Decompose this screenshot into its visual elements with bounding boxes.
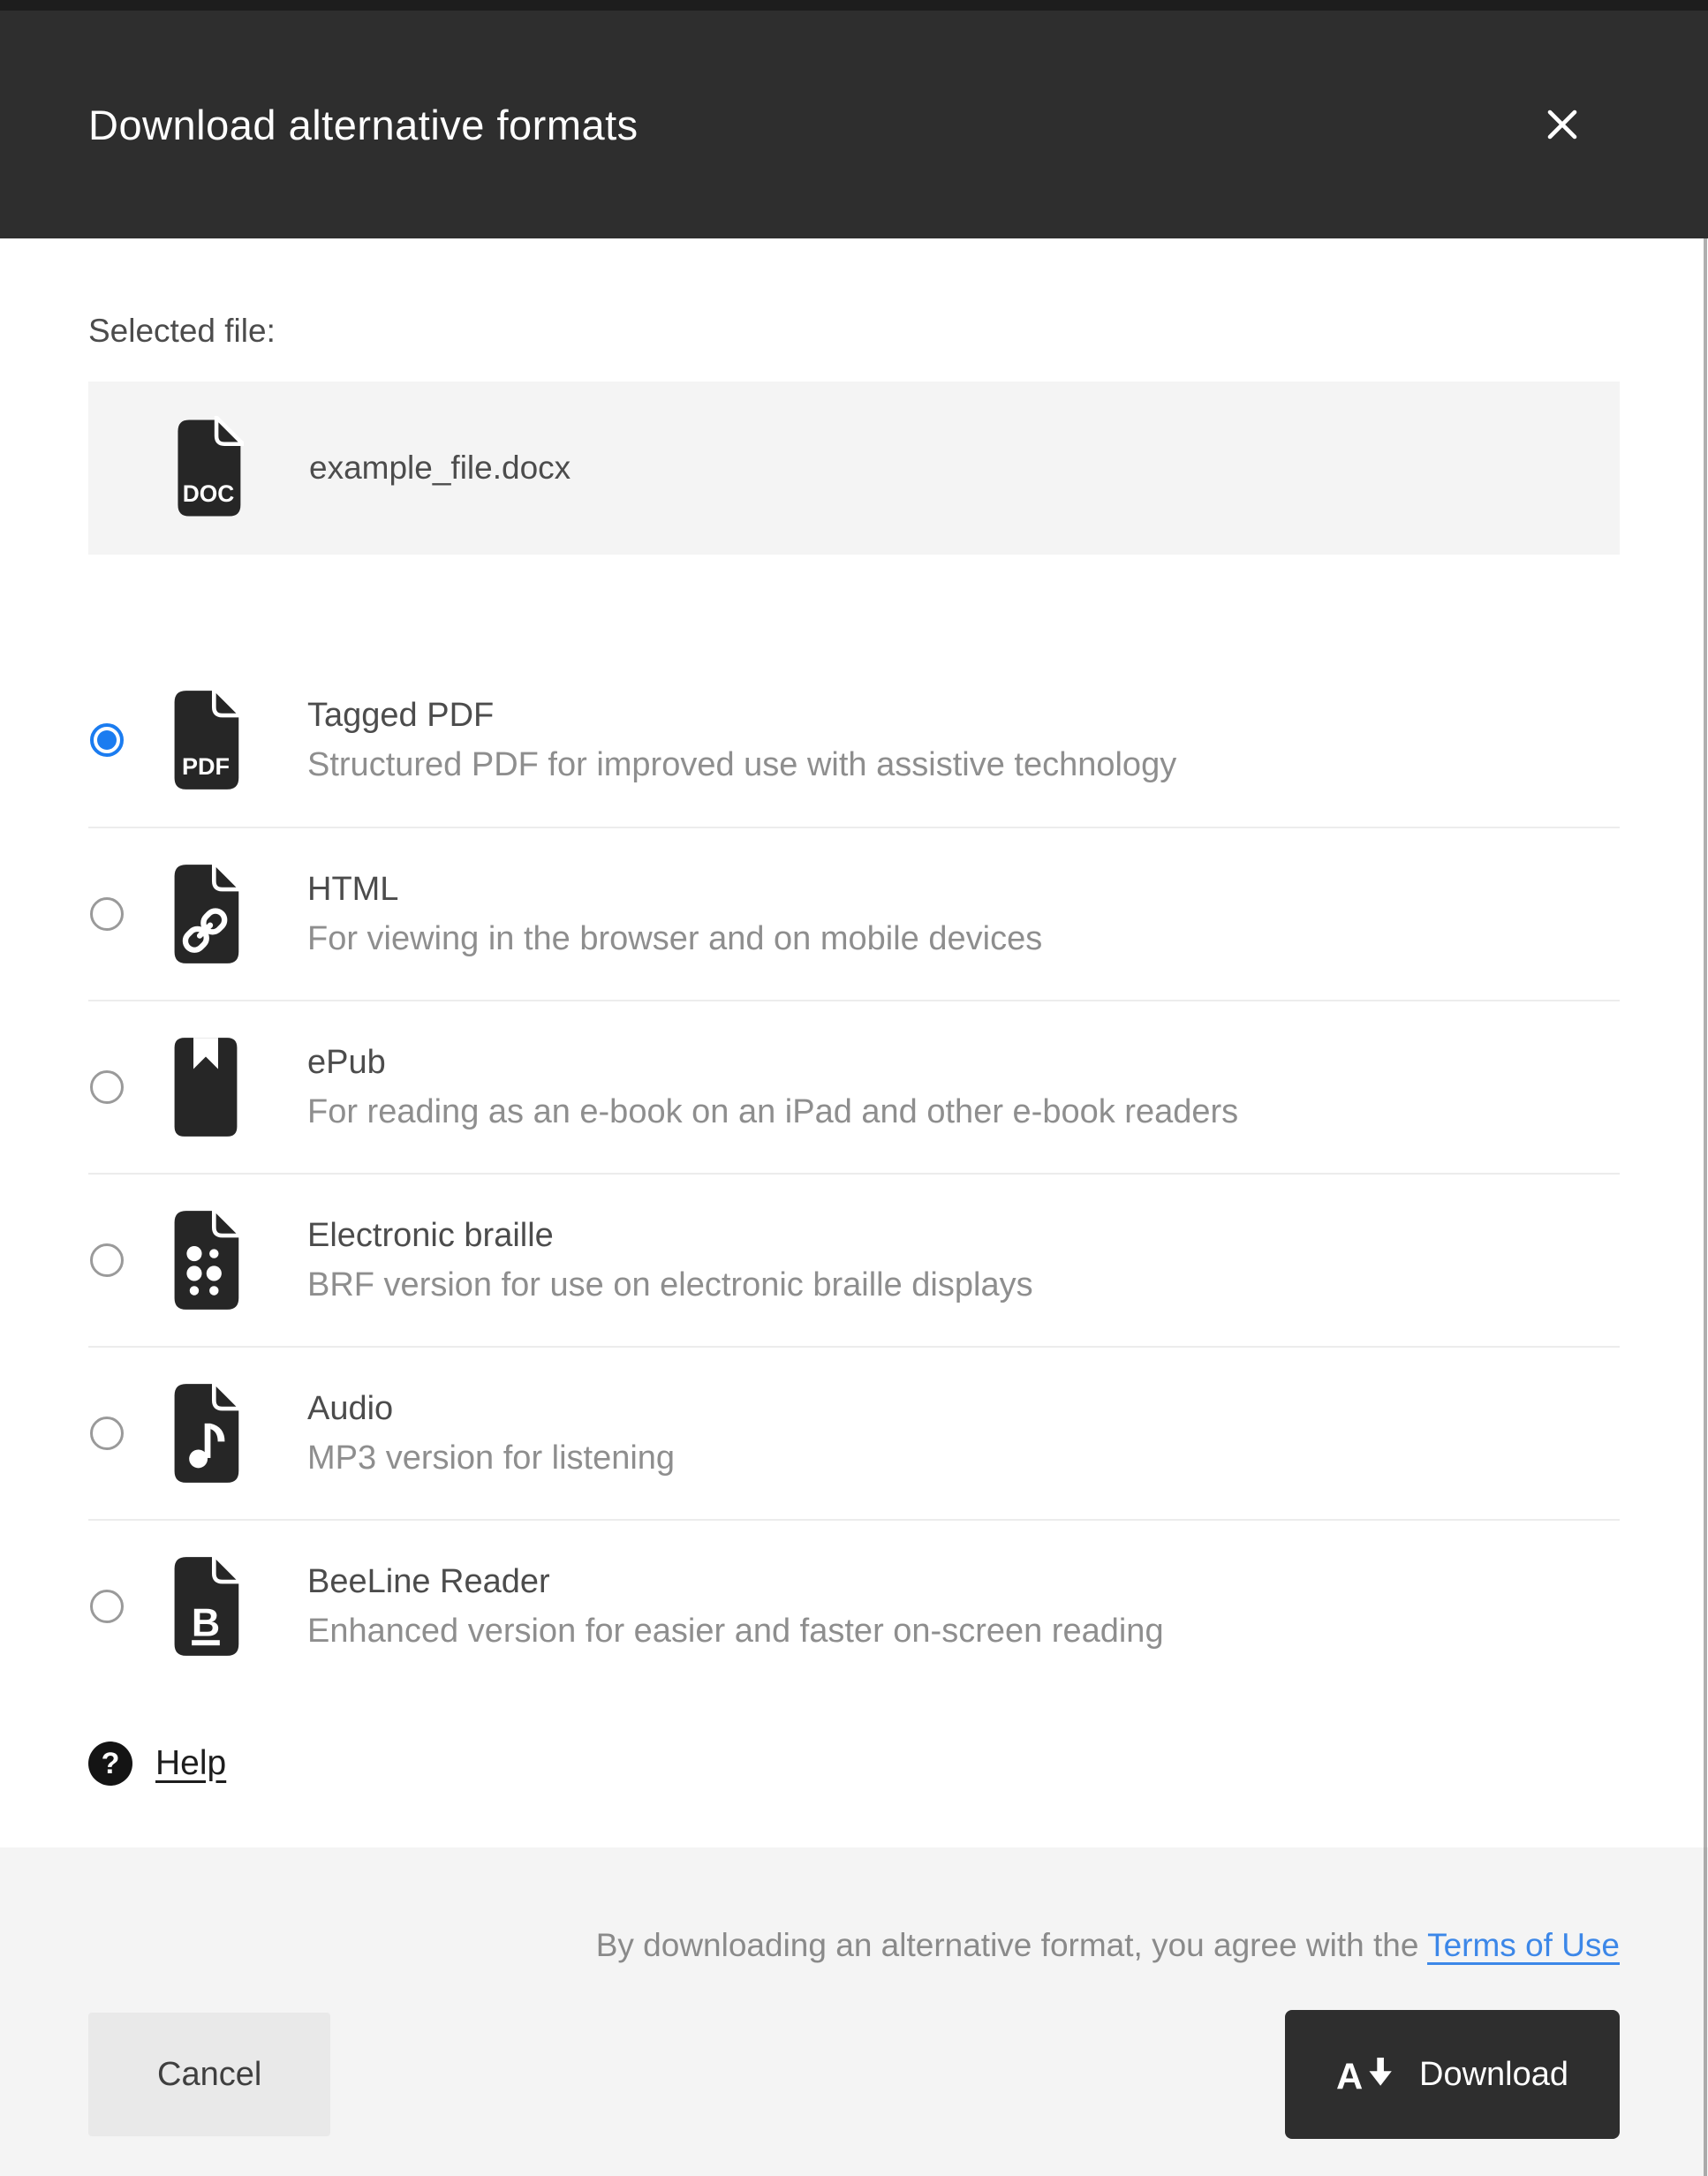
format-description: Enhanced version for easier and faster on-screen reading [307, 1613, 1164, 1650]
format-title: BeeLine Reader [307, 1563, 550, 1600]
close-button[interactable] [1531, 94, 1593, 155]
epub-book-icon [170, 1033, 242, 1141]
format-radio-beeline-reader[interactable] [90, 1590, 124, 1623]
close-icon [1542, 104, 1583, 145]
download-button-label: Download [1419, 2055, 1568, 2093]
braille-file-icon [170, 1206, 242, 1314]
format-row-html[interactable] [88, 827, 1620, 1000]
svg-text:A: A [1336, 2055, 1364, 2094]
top-edge-strip [0, 0, 1708, 11]
help-question-icon: ? [88, 1742, 132, 1786]
format-list [88, 654, 1620, 1692]
action-buttons [88, 2010, 1620, 2139]
selected-file-box [88, 382, 1620, 555]
scrollbar[interactable] [1704, 238, 1707, 2176]
format-radio-epub[interactable] [90, 1070, 124, 1104]
terms-sentence [88, 1847, 1620, 1964]
dialog-body [0, 238, 1708, 1847]
beeline-file-icon [170, 1553, 242, 1660]
dialog-title: Download alternative formats [88, 101, 639, 148]
format-title: Electronic braille [307, 1217, 554, 1254]
format-row-tagged-pdf[interactable] [88, 654, 1620, 827]
dialog-footer [0, 1847, 1708, 2176]
format-description: For viewing in the browser and on mobile devices [307, 920, 1043, 957]
doc-file-icon [173, 416, 244, 520]
format-row-epub[interactable] [88, 1000, 1620, 1173]
selected-file-label: Selected file: [88, 313, 276, 349]
format-description: BRF version for use on electronic braille displays [307, 1266, 1033, 1303]
format-row-electronic-braille[interactable] [88, 1173, 1620, 1346]
dialog-header [0, 11, 1708, 238]
format-radio-tagged-pdf[interactable] [90, 723, 124, 757]
format-title: Tagged PDF [307, 697, 495, 734]
format-radio-audio[interactable] [90, 1417, 124, 1450]
format-description: Structured PDF for improved use with assistive technology [307, 746, 1177, 783]
format-title: ePub [307, 1044, 386, 1081]
audio-file-icon [170, 1379, 242, 1487]
format-radio-electronic-braille[interactable] [90, 1243, 124, 1277]
format-title: HTML [307, 871, 399, 908]
terms-of-use-link[interactable]: Terms of Use [1427, 1927, 1620, 1963]
cancel-button[interactable]: Cancel [88, 2013, 330, 2136]
pdf-file-icon [170, 686, 242, 794]
format-row-beeline-reader[interactable] [88, 1519, 1620, 1692]
format-title: Audio [307, 1390, 394, 1427]
help-label: Help [155, 1744, 227, 1782]
html-link-file-icon [170, 860, 242, 968]
ally-download-icon [1336, 2055, 1394, 2094]
selected-file-name: example_file.docx [309, 450, 571, 486]
agreement-text: By downloading an alternative format, you agree with the [595, 1927, 1428, 1963]
format-row-audio[interactable] [88, 1346, 1620, 1519]
download-button[interactable] [1285, 2010, 1620, 2139]
format-description: MP3 version for listening [307, 1439, 676, 1477]
format-radio-html[interactable] [90, 897, 124, 931]
format-description: For reading as an e-book on an iPad and other e-book readers [307, 1093, 1239, 1130]
help-link[interactable] [88, 1742, 226, 1786]
